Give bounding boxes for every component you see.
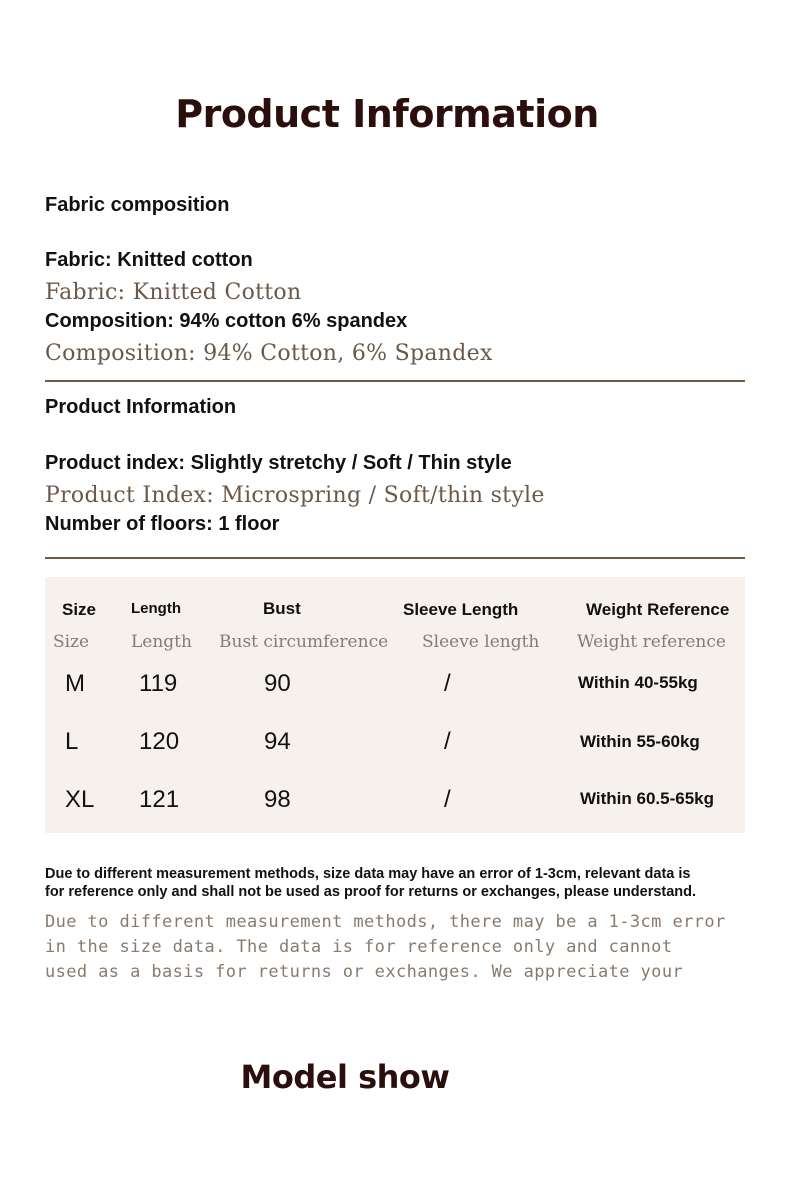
measurement-note-alt-line: in the size data. The data is for reference only and cannot (45, 937, 673, 957)
size-table (45, 577, 745, 833)
table-cell: / (444, 670, 451, 697)
table-cell: 98 (264, 786, 291, 813)
composition-line: Composition: 94% cotton 6% spandex (45, 310, 408, 332)
fabric-section-heading: Fabric composition (45, 194, 230, 216)
subheader-length: Length (131, 632, 192, 652)
header-size: Size (62, 600, 97, 619)
table-cell: 120 (139, 728, 180, 755)
measurement-note-line: for reference only and shall not be used as proof for returns or exchanges, please understand. (45, 884, 697, 900)
subheader-weight: Weight reference (577, 632, 726, 652)
measurement-note-alt (45, 910, 745, 985)
header-sleeve-length: Sleeve Length (403, 600, 519, 619)
page-title: Product Information (175, 92, 599, 136)
header-length: Length (131, 600, 181, 617)
divider (45, 380, 745, 382)
floors-line: Number of floors: 1 floor (45, 513, 280, 535)
composition-line-alt: Composition: 94% Cotton, 6% Spandex (45, 341, 493, 366)
table-cell: / (444, 786, 451, 813)
product-index-line-alt: Product Index: Microspring / Soft/thin style (45, 483, 545, 508)
product-index-line: Product index: Slightly stretchy / Soft / Thin style (45, 452, 512, 474)
product-section-heading: Product Information (45, 396, 237, 418)
subheader-size: Size (53, 632, 90, 652)
fabric-line: Fabric: Knitted cotton (45, 249, 253, 271)
measurement-note-alt-line: used as a basis for returns or exchanges. We appreciate your (45, 962, 684, 982)
fabric-line-alt: Fabric: Knitted Cotton (45, 280, 302, 305)
table-cell: Within 40-55kg (578, 673, 698, 692)
table-cell: M (65, 670, 85, 697)
table-cell: / (444, 728, 451, 755)
table-cell: Within 60.5-65kg (580, 789, 714, 808)
subheader-bust: Bust circumference (219, 632, 389, 652)
measurement-note-line: Due to different measurement methods, size data may have an error of 1-3cm, relevant data is (45, 866, 691, 882)
measurement-note-alt-line: Due to different measurement methods, there may be a 1-3cm error (45, 912, 726, 932)
table-cell: 90 (264, 670, 291, 697)
model-show-title: Model show (240, 1058, 450, 1096)
header-bust: Bust (263, 599, 301, 618)
header-weight-reference: Weight Reference (586, 600, 730, 619)
table-cell: XL (65, 786, 95, 813)
table-cell: Within 55-60kg (580, 732, 700, 751)
table-cell: 121 (139, 786, 180, 813)
subheader-sleeve: Sleeve length (422, 632, 540, 652)
table-cell: 119 (139, 670, 178, 697)
measurement-note (45, 865, 745, 901)
table-cell: L (65, 728, 79, 755)
divider (45, 557, 745, 559)
table-cell: 94 (264, 728, 291, 755)
